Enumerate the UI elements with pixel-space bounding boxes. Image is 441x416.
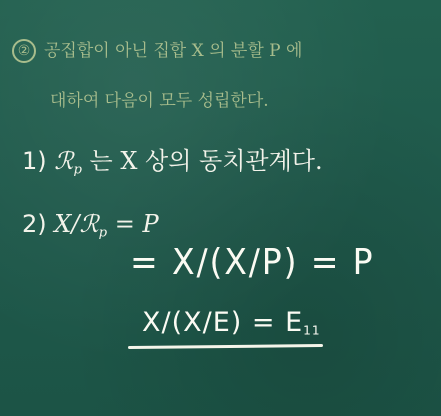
intro-line-1 <box>12 36 302 63</box>
handwritten-underline <box>128 344 323 349</box>
relation-symbol: ℛ <box>54 147 74 175</box>
handwritten-equation-1: = X/(X/P) = P <box>130 242 375 283</box>
handwritten-equation-2-text: X/(X/E) = E <box>142 307 304 338</box>
quotient-lhs-subscript: p <box>98 225 108 241</box>
quotient-rhs: = P <box>114 210 159 238</box>
statement-item-1 <box>22 141 323 178</box>
handwritten-equation-2 <box>142 307 321 338</box>
item-2-number: 2) <box>22 210 47 238</box>
circled-number-marker: ② <box>12 39 36 63</box>
statement-item-2 <box>22 210 159 241</box>
relation-subscript: p <box>73 162 82 178</box>
intro-line-1-text: 공집합이 아닌 집합 X 의 분할 P 에 <box>44 41 303 61</box>
item-1-text: 는 X 상의 동치관계다. <box>89 147 323 175</box>
handwritten-equation-2-subscript: 11 <box>303 323 321 338</box>
item-1-number: 1) <box>22 147 47 175</box>
intro-line-2: 대하여 다음이 모두 성립한다. <box>50 91 269 111</box>
quotient-lhs: X/ℛ <box>54 210 99 238</box>
